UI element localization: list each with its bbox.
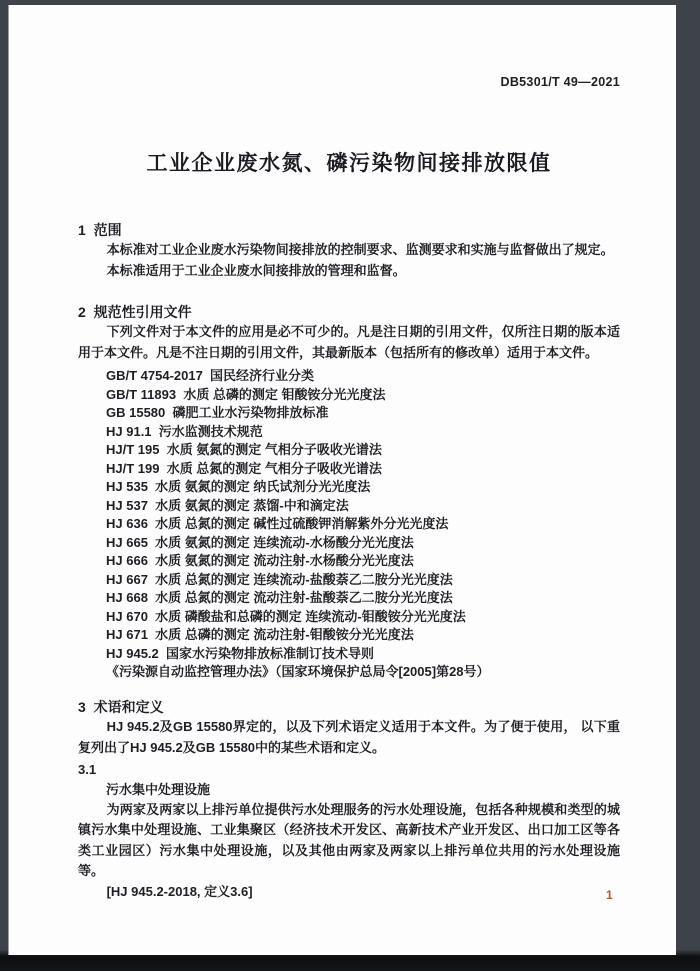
term-source-note: [HJ 945.2-2018, 定义3.6] bbox=[106, 883, 253, 899]
section-3-heading: 3 术语和定义 bbox=[78, 698, 164, 715]
document-page bbox=[8, 5, 676, 955]
term-definition: 为两家及两家以上排污单位提供污水处理服务的污水处理设施，包括各种规模和类型的城镇污水集中处理设施、工业集聚区（经济技术开发区、高新技术产业开发区、出口加工区等各类工业园区）污水集中处理设施，以及其他由两家及两家以上排污单位共用的污水处理设施等。 bbox=[78, 801, 620, 878]
section-2-heading: 2 规范性引用文件 bbox=[78, 304, 192, 320]
reference-item: HJ 666 水质 氨氮的测定 流动注射-水杨酸分光光度法 bbox=[106, 553, 414, 568]
page-number: 1 bbox=[606, 888, 613, 902]
reference-list bbox=[78, 367, 620, 682]
reference-item: HJ 671 水质 总磷的测定 流动注射-钼酸铵分光光度法 bbox=[106, 627, 414, 642]
scope-paragraph-1: 本标准对工业企业废水污染物间接排放的控制要求、监测要求和实施与监督做出了规定。 bbox=[106, 242, 614, 257]
reference-item: HJ/T 195 水质 氨氮的测定 气相分子吸收光谱法 bbox=[106, 442, 382, 457]
scope-paragraph-2: 本标准适用于工业企业废水间接排放的管理和监督。 bbox=[106, 263, 406, 278]
reference-item: GB 15580 磷肥工业水污染物排放标准 bbox=[106, 405, 329, 420]
page-content bbox=[8, 75, 676, 902]
standard-code: DB5301/T 49—2021 bbox=[500, 75, 620, 89]
reference-item: HJ 636 水质 总氮的测定 碱性过硫酸钾消解紫外分光光度法 bbox=[106, 516, 449, 531]
references-intro: 下列文件对于本文件的应用是必不可少的。凡是注日期的引用文件，仅所注日期的版本适用于本文件。凡是不注日期的引用文件，其最新版本（包括所有的修改单）适用于本文件。 bbox=[78, 324, 620, 360]
term-name: 污水集中处理设施 bbox=[106, 781, 211, 797]
document-title: 工业企业废水氮、磷污染物间接排放限值 bbox=[146, 152, 552, 175]
section-1-heading: 1 范围 bbox=[78, 222, 122, 238]
reference-item: HJ 667 水质 总氮的测定 连续流动-盐酸萘乙二胺分光光度法 bbox=[106, 571, 453, 587]
reference-item: GB/T 11893 水质 总磷的测定 钼酸铵分光光度法 bbox=[106, 386, 386, 402]
reference-item: HJ 537 水质 氨氮的测定 蒸馏-中和滴定法 bbox=[106, 497, 349, 513]
reference-item: HJ 945.2 国家水污染物排放标准制订技术导则 bbox=[106, 645, 374, 661]
reference-item: 《污染源自动监控管理办法》（国家环境保护总局令[2005]第28号） bbox=[106, 664, 490, 679]
reference-item: HJ/T 199 水质 总氮的测定 气相分子吸收光谱法 bbox=[106, 460, 382, 476]
reference-item: GB/T 4754-2017 国民经济行业分类 bbox=[106, 368, 315, 383]
terms-intro: HJ 945.2及GB 15580界定的，以及下列术语定义适用于本文件。为了便于使用， 以下重复列出了HJ 945.2及GB 15580中的某些术语和定义。 bbox=[78, 718, 620, 755]
reference-item: HJ 670 水质 磷酸盐和总磷的测定 连续流动-钼酸铵分光光度法 bbox=[106, 608, 466, 624]
reference-item: HJ 668 水质 总氮的测定 流动注射-盐酸萘乙二胺分光光度法 bbox=[106, 590, 453, 605]
term-number: 3.1 bbox=[78, 761, 97, 777]
reference-item: HJ 665 水质 氨氮的测定 连续流动-水杨酸分光光度法 bbox=[106, 534, 414, 550]
reference-item: HJ 91.1 污水监测技术规范 bbox=[106, 423, 263, 439]
reference-item: HJ 535 水质 氨氮的测定 纳氏试剂分光光度法 bbox=[106, 479, 371, 494]
